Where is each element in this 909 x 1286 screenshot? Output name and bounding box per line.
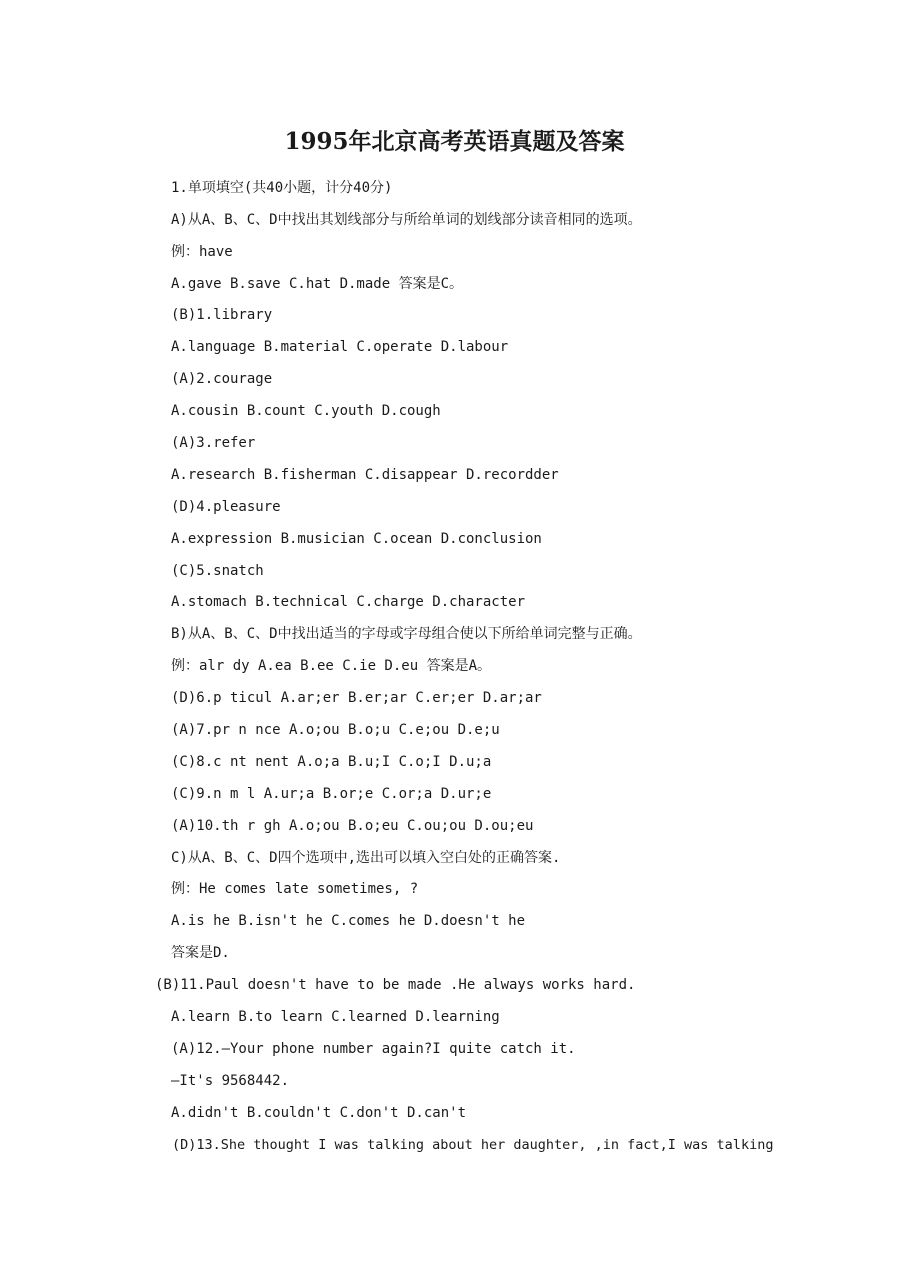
text-line: A.language B.material C.operate D.labour <box>171 339 509 355</box>
text-line: (D)13.She thought I was talking about her daughter, ,in fact,I was talking <box>172 1137 774 1153</box>
text-line: A.research B.fisherman C.disappear D.recordder <box>171 467 559 483</box>
text-line: (C)9.n m l A.ur;a B.or;e C.or;a D.ur;e <box>171 786 492 802</box>
text-line: —It's 9568442. <box>171 1073 290 1089</box>
text-line: (A)12.—Your phone number again?I quite catch it. <box>171 1041 576 1057</box>
text-line: A.learn B.to learn C.learned D.learning <box>171 1009 500 1025</box>
text-line: A.stomach B.technical C.charge D.character <box>171 594 526 610</box>
text-line: (D)4.pleasure <box>171 499 281 515</box>
text-line: C)从A、B、C、D四个选项中,选出可以填入空白处的正确答案. <box>171 850 561 866</box>
text-line: A)从A、B、C、D中找出其划线部分与所给单词的划线部分读音相同的选项。 <box>171 212 642 228</box>
text-line: (B)11.Paul doesn't have to be made .He always works hard. <box>155 977 636 993</box>
text-line: (D)6.p ticul A.ar;er B.er;ar C.er;er D.ar;ar <box>171 690 542 706</box>
text-line: (A)3.refer <box>171 435 256 451</box>
text-line: A.didn't B.couldn't C.don't D.can't <box>171 1105 467 1121</box>
text-line: 例：have <box>171 244 233 260</box>
text-line: (A)7.pr n nce A.o;ou B.o;u C.e;ou D.e;u <box>171 722 500 738</box>
text-line: A.cousin B.count C.youth D.cough <box>171 403 441 419</box>
text-line: A.expression B.musician C.ocean D.conclusion <box>171 531 542 547</box>
text-line: 答案是D. <box>171 945 230 961</box>
text-line: (B)1.library <box>171 307 273 323</box>
text-line: 例：He comes late sometimes, ? <box>171 881 419 897</box>
text-line: B)从A、B、C、D中找出适当的字母或字母组合使以下所给单词完整与正确。 <box>171 626 642 642</box>
document-title: 1995年北京高考英语真题及答案 <box>284 128 625 155</box>
text-line: (A)2.courage <box>171 371 273 387</box>
text-line: A.is he B.isn't he C.comes he D.doesn't he <box>171 913 526 929</box>
text-line: (C)5.snatch <box>171 563 264 579</box>
text-line: 1.单项填空(共40小题，计分40分) <box>171 180 393 196</box>
text-line: (C)8.c nt nent A.o;a B.u;I C.o;I D.u;a <box>171 754 492 770</box>
text-line: (A)10.th r gh A.o;ou B.o;eu C.ou;ou D.ou;eu <box>171 818 534 834</box>
text-line: A.gave B.save C.hat D.made 答案是C。 <box>171 276 464 292</box>
text-line: 例：alr dy A.ea B.ee C.ie D.eu 答案是A。 <box>171 658 492 674</box>
